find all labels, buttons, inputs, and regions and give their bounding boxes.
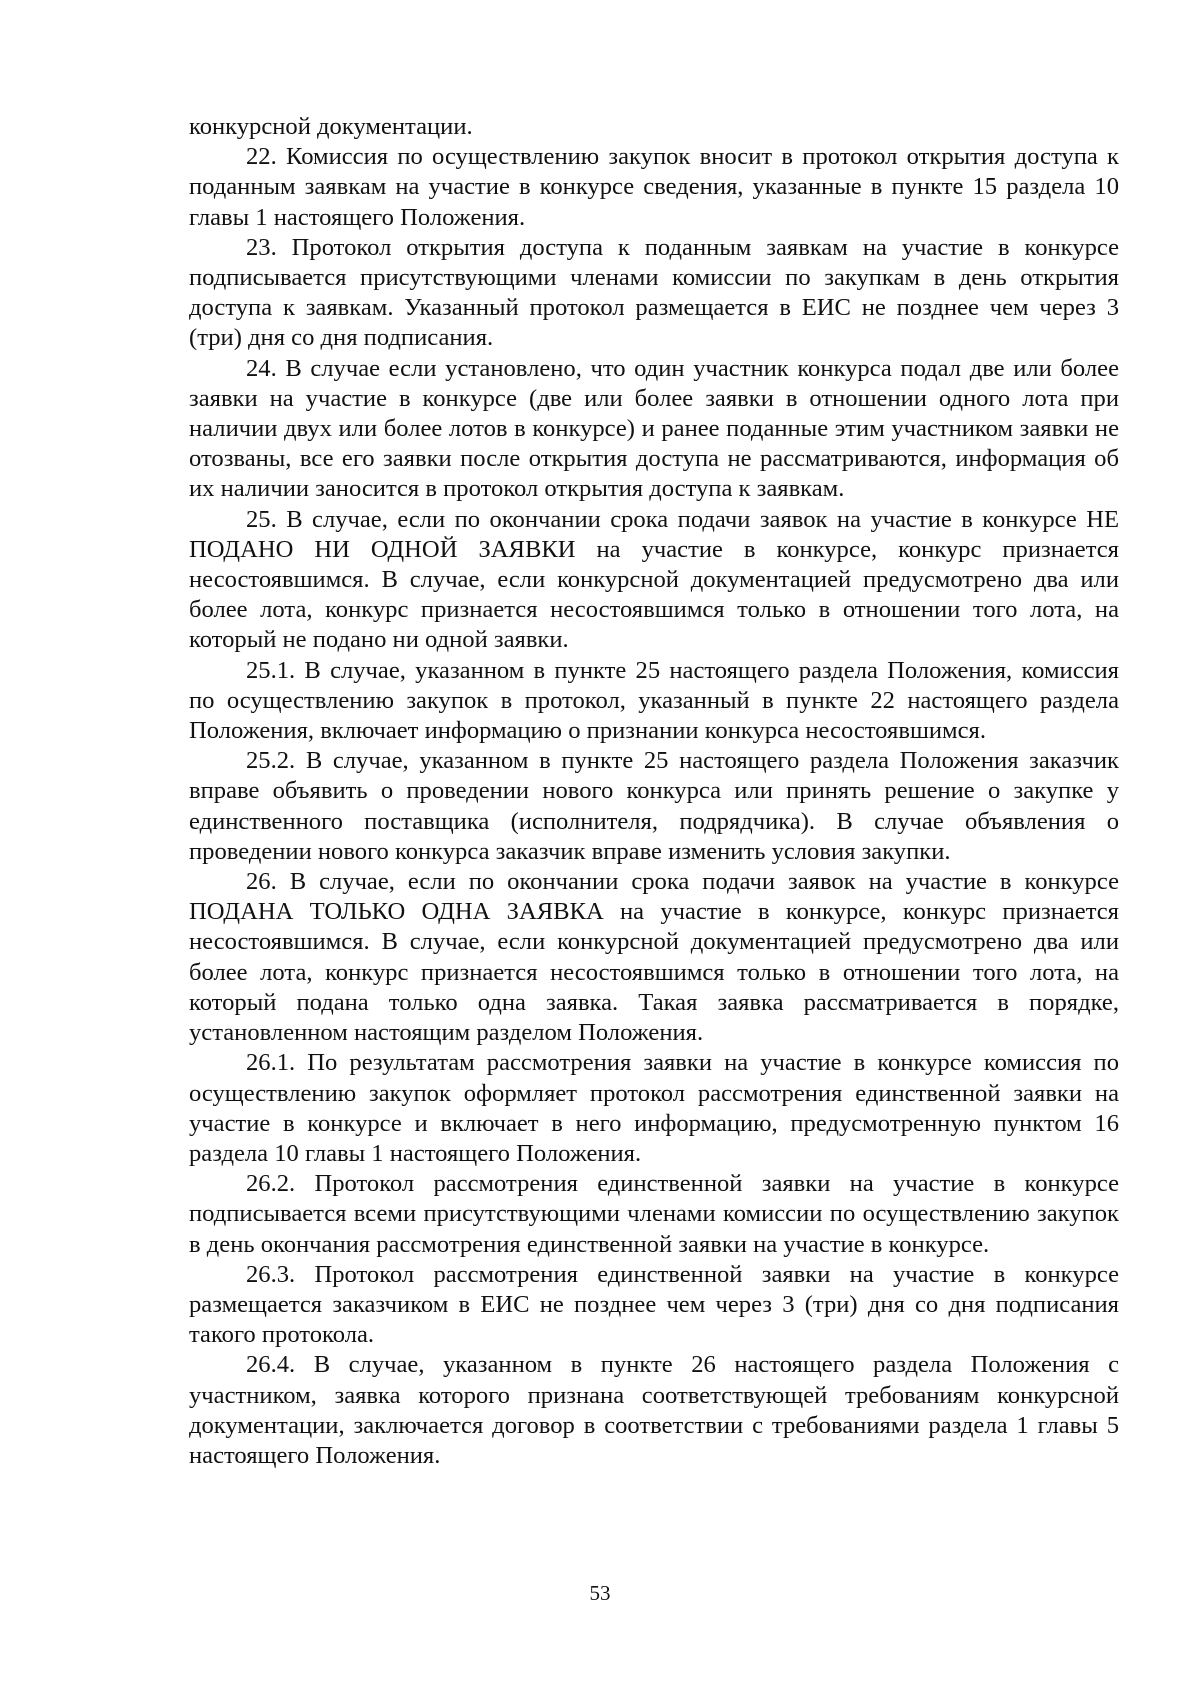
paragraph-26-4: 26.4. В случае, указанном в пункте 26 настоящего раздела Положения с участником, заявка которого признана соответствующей требованиям конкурсной документации, заключается договор в соответствии с требованиями раздела 1 главы 5 настоящего Положения.: [189, 1351, 1119, 1469]
paragraph-continuation: конкурсной документации.: [189, 113, 473, 140]
paragraph-26-3: 26.3. Протокол рассмотрения единственной заявки на участие в конкурсе размещается заказчиком в ЕИС не позднее чем через 3 (три) дня со дня подписания такого протокола.: [189, 1260, 1119, 1349]
page-number: 53: [589, 1581, 611, 1605]
paragraph-25: 25. В случае, если по окончании срока подачи заявок на участие в конкурсе НЕ ПОДАНО НИ ОДНОЙ ЗАЯВКИ на участие в конкурсе, конкурс признается несостоявшимся. В случае, если конкурсной документацией предусмотрено два или более лота, конкурс признается несостоявшимся только в отношении того лота, на который не подано ни одной заявки.: [189, 505, 1119, 654]
paragraph-22: 22. Комиссия по осуществлению закупок вносит в протокол открытия доступа к поданным заявкам на участие в конкурсе сведения, указанные в пункте 15 раздела 10 главы 1 настоящего Положения.: [189, 143, 1119, 231]
paragraph-25-1: 25.1. В случае, указанном в пункте 25 настоящего раздела Положения, комиссия по осуществлению закупок в протокол, указанный в пункте 22 настоящего раздела Положения, включает информацию о признании конкурса несостоявшимся.: [189, 656, 1119, 745]
paragraph-23: 23. Протокол открытия доступа к поданным заявкам на участие в конкурсе подписывается присутствующими членами комиссии по закупкам в день открытия доступа к заявкам. Указанный протокол размещается в ЕИС не позднее чем через 3 (три) дня со дня подписания.: [189, 233, 1119, 352]
paragraph-26-1: 26.1. По результатам рассмотрения заявки на участие в конкурсе комиссия по осуществлению закупок оформляет протокол рассмотрения единственной заявки на участие в конкурсе и включает в него информацию, предусмотренную пунктом 16 раздела 10 главы 1 настоящего Положения.: [189, 1049, 1119, 1167]
paragraph-26-2: 26.2. Протокол рассмотрения единственной заявки на участие в конкурсе подписывается всеми присутствующими членами комиссии по осуществлению закупок в день окончания рассмотрения единственной заявки на участие в конкурсе.: [189, 1170, 1119, 1258]
paragraph-26: 26. В случае, если по окончании срока подачи заявок на участие в конкурсе ПОДАНА ТОЛЬКО ОДНА ЗАЯВКА на участие в конкурсе, конкурс признается несостоявшимся. В случае, если конкурсной документацией предусмотрено два или более лота, конкурс признается несостоявшимся только в отношении того лота, на который подана только одна заявка. Такая заявка рассматривается в порядке, установленном настоящим разделом Положения.: [189, 868, 1119, 1047]
paragraph-25-2: 25.2. В случае, указанном в пункте 25 настоящего раздела Положения заказчик вправе объявить о проведении нового конкурса или принять решение о закупке у единственного поставщика (исполнителя, подрядчика). В случае объявления о проведении нового конкурса заказчик вправе изменить условия закупки.: [189, 747, 1119, 865]
paragraph-24: 24. В случае если установлено, что один участник конкурса подал две или более заявки на участие в конкурсе (две или более заявки в отношении одного лота при наличии двух или более лотов в конкурсе) и ранее поданные этим участником заявки не отозваны, все его заявки после открытия доступа не рассматриваются, информация об их наличии заносится в протокол открытия доступа к заявкам.: [189, 354, 1119, 503]
document-body: [189, 112, 1119, 1471]
